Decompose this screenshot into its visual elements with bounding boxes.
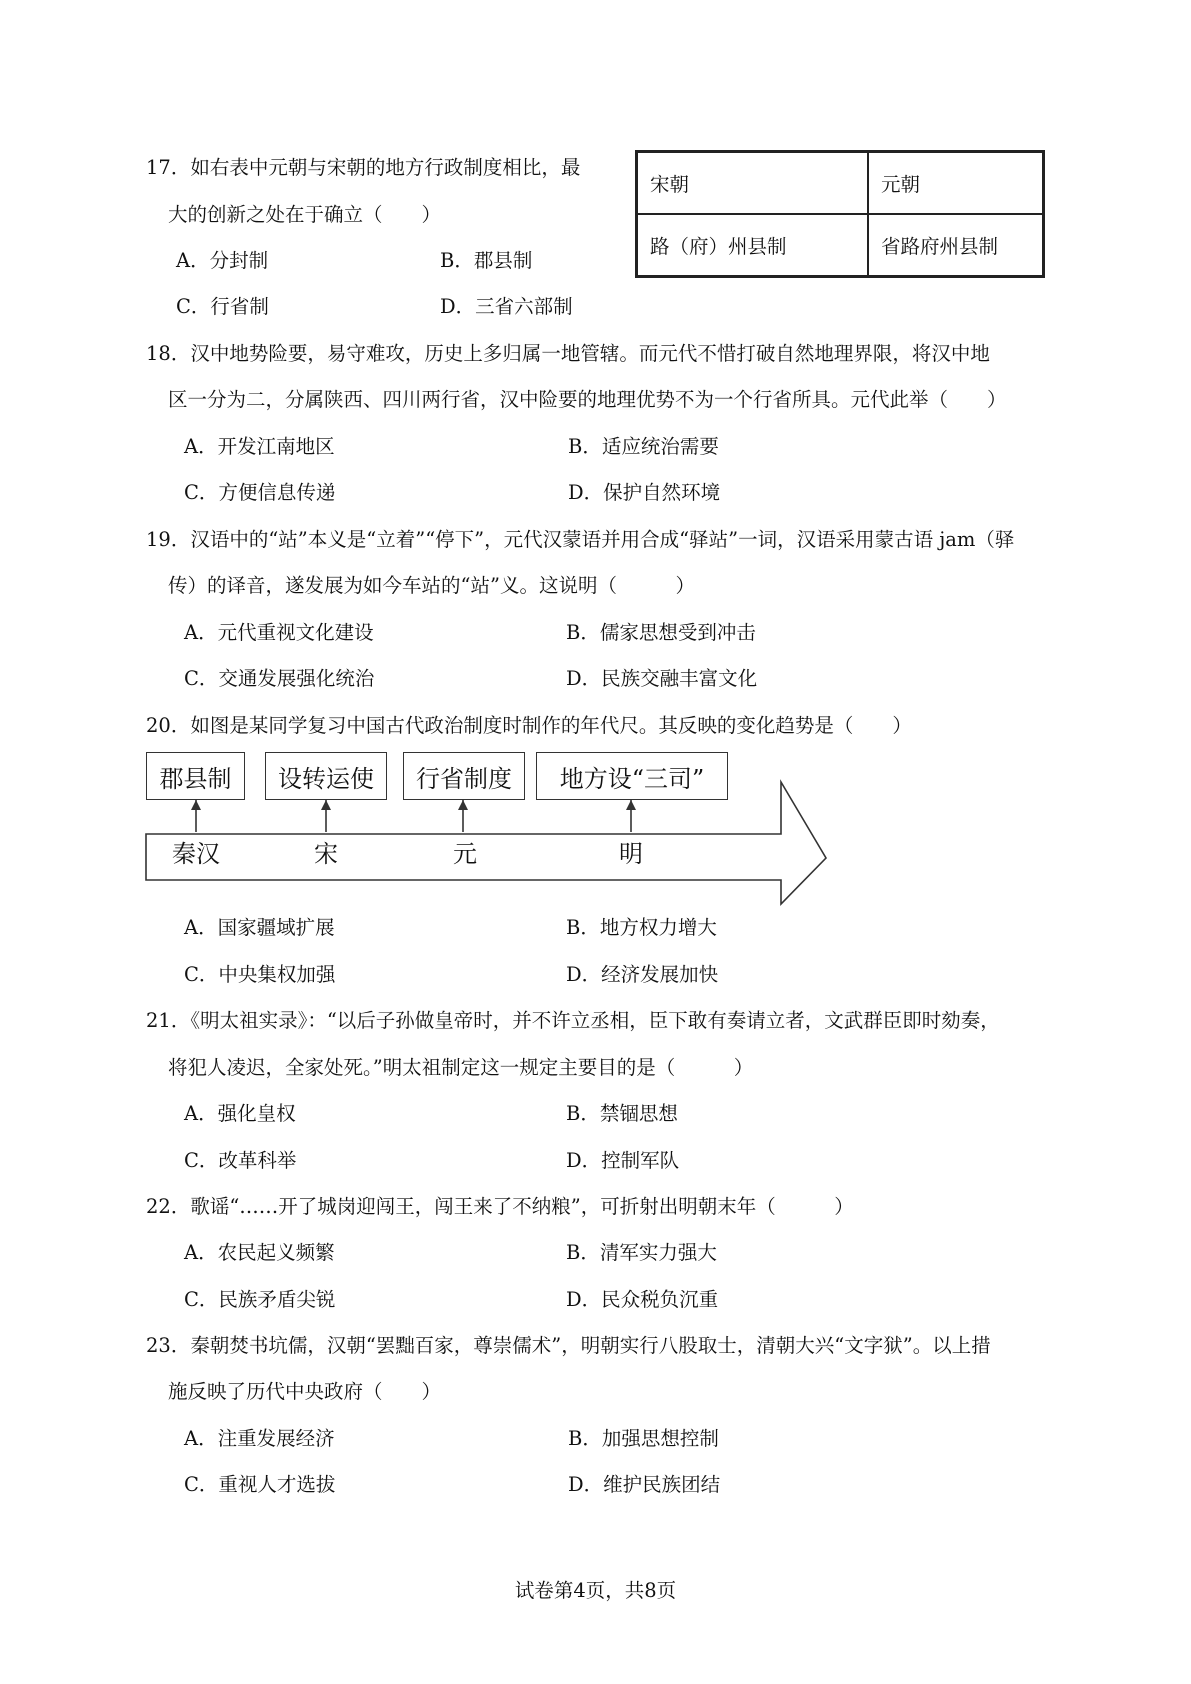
q23-option-a: A．注重发展经济	[184, 1427, 335, 1450]
q17-stem-line1: 17．如右表中元朝与宋朝的地方行政制度相比，最	[146, 156, 581, 179]
q20-option-c: C．中央集权加强	[184, 963, 336, 986]
table-cell-song-system: 路（府）州县制	[637, 214, 868, 276]
q21-option-d: D．控制军队	[566, 1149, 680, 1172]
q22-stem: 22．歌谣“……开了城岗迎闯王，闯王来了不纳粮”，可折射出明朝末年（ ）	[146, 1195, 854, 1218]
q18-option-c: C．方便信息传递	[184, 481, 336, 504]
page-footer: 试卷第4页，共8页	[514, 1579, 677, 1602]
q20-stem: 20．如图是某同学复习中国古代政治制度时制作的年代尺。其反映的变化趋势是（ ）	[146, 714, 912, 737]
q21-stem-line1: 21．《明太祖实录》：“以后子孙做皇帝时，并不许立丞相，臣下敢有奏请立者，文武群臣即时劾奏，	[146, 1009, 1000, 1032]
timeline-box-three-offices: 地方设“三司”	[536, 752, 728, 800]
q23-option-d: D．维护民族团结	[568, 1473, 721, 1496]
q18-option-b: B．适应统治需要	[568, 435, 719, 458]
timeline-box-commandery-county: 郡县制	[146, 752, 245, 800]
q22-option-b: B．清军实力强大	[566, 1241, 717, 1264]
q21-option-c: C．改革科举	[184, 1149, 297, 1172]
q18-stem-line2: 区一分为二，分属陕西、四川两行省，汉中险要的地理优势不为一个行省所具。元代此举（ ）	[168, 388, 1007, 411]
q23-stem-line2: 施反映了历代中央政府（ ）	[168, 1380, 442, 1403]
q21-option-b: B．禁锢思想	[566, 1102, 678, 1125]
q19-option-a: A．元代重视文化建设	[184, 621, 374, 644]
q17-option-d: D．三省六部制	[440, 295, 573, 318]
q18-stem-line1: 18．汉中地势险要，易守难攻，历史上多归属一地管辖。而元代不惜打破自然地理界限，将汉中地	[146, 342, 990, 365]
q18-option-a: A．开发江南地区	[184, 435, 335, 458]
timeline-box-transport-commissioner: 设转运使	[265, 752, 387, 800]
q21-stem-line2: 将犯人凌迟，全家处死。”明太祖制定这一规定主要目的是（ ）	[168, 1056, 754, 1079]
q17-option-b: B．郡县制	[440, 249, 533, 272]
timeline-era-ming: 明	[619, 840, 643, 868]
q23-stem-line1: 23．秦朝焚书坑儒，汉朝“罢黜百家，尊崇儒术”，明朝实行八股取士，清朝大兴“文字狱”。以上措	[146, 1334, 991, 1357]
table-header-song: 宋朝	[637, 152, 868, 214]
q17-option-c: C．行省制	[176, 295, 269, 318]
q22-option-d: D．民众税负沉重	[566, 1288, 719, 1311]
q17-stem-line2: 大的创新之处在于确立（ ）	[168, 203, 442, 226]
q23-option-c: C．重视人才选拔	[184, 1473, 336, 1496]
q23-option-b: B．加强思想控制	[568, 1427, 719, 1450]
q17-option-a: A．分封制	[176, 249, 269, 272]
q18-option-d: D．保护自然环境	[568, 481, 721, 504]
table-cell-yuan-system: 省路府州县制	[868, 214, 1043, 276]
q19-stem-line1: 19．汉语中的“站”本义是“立着”“停下”，元代汉蒙语并用合成“驿站”一词，汉语采用蒙古语 jam（驿	[146, 528, 1015, 551]
timeline-box-province-system: 行省制度	[403, 752, 525, 800]
timeline-era-yuan: 元	[453, 840, 477, 868]
q20-option-d: D．经济发展加快	[566, 963, 719, 986]
q20-option-a: A．国家疆域扩展	[184, 916, 335, 939]
q22-option-c: C．民族矛盾尖锐	[184, 1288, 336, 1311]
q19-option-b: B．儒家思想受到冲击	[566, 621, 756, 644]
q22-option-a: A．农民起义频繁	[184, 1241, 335, 1264]
table-header-yuan: 元朝	[868, 152, 1043, 214]
timeline-era-song: 宋	[314, 840, 338, 868]
q20-option-b: B．地方权力增大	[566, 916, 717, 939]
q21-option-a: A．强化皇权	[184, 1102, 296, 1125]
q19-option-c: C．交通发展强化统治	[184, 667, 375, 690]
timeline-era-qin-han: 秦汉	[172, 840, 220, 868]
q19-stem-line2: 传）的译音，遂发展为如今车站的“站”义。这说明（ ）	[168, 574, 695, 597]
q19-option-d: D．民族交融丰富文化	[566, 667, 758, 690]
